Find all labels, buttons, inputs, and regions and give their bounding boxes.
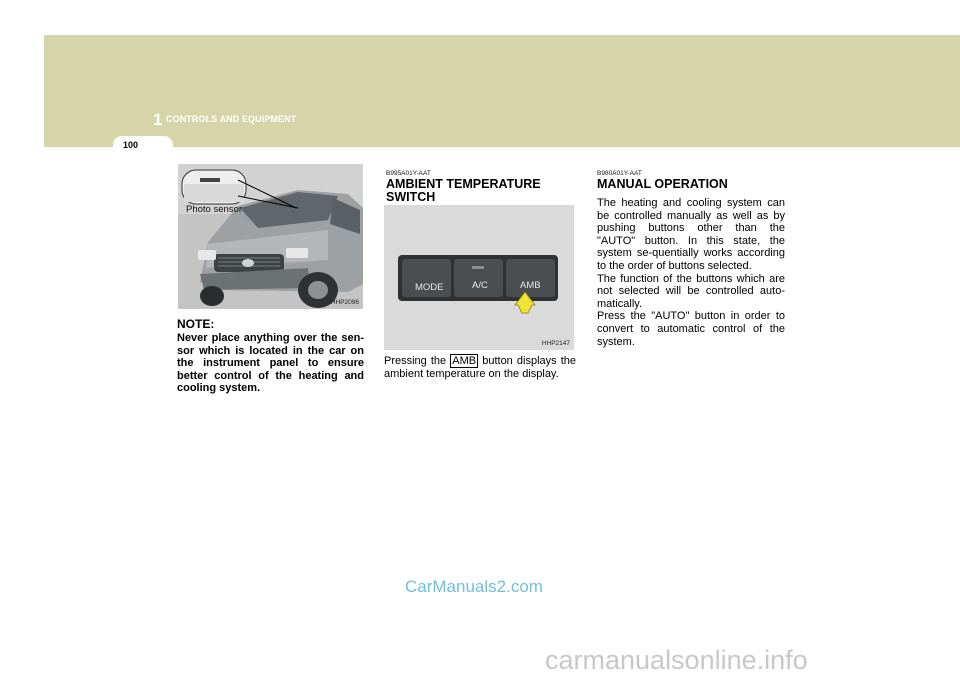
figure-suv-photo-sensor xyxy=(178,164,363,309)
button-panel-illustration xyxy=(384,205,574,350)
figure-climate-buttons xyxy=(384,205,574,350)
section-heading: AMBIENT TEMPERATURE SWITCH xyxy=(386,177,541,204)
amb-button-reference: AMB xyxy=(452,355,477,367)
note-heading: NOTE: xyxy=(177,317,215,331)
manual-body-text: The heating and cooling system can be controlled manually as well as by pushing buttons other than the "AUTO" button. In this state, the system se-quentially works according to the order of buttons selected. The function of the buttons which are not selected will be controlled auto-matically. Press the "AUTO" button in order to convert to automatic control of the system. xyxy=(597,197,785,348)
watermark-carmanualsonline: carmanualsonline.info xyxy=(545,645,808,675)
watermark-carmanuals2: CarManuals2.com xyxy=(405,577,543,596)
photo-sensor-callout-label: Photo sensor xyxy=(186,204,242,215)
mode-button-label: MODE xyxy=(415,282,444,293)
page-number: 100 xyxy=(123,140,139,150)
section-code: B980A01Y-AAT xyxy=(597,170,642,177)
suv-illustration xyxy=(178,164,363,309)
amb-button-label: AMB xyxy=(520,280,541,291)
ambient-body-text: Pressing the AMB button displays the ambient temperature on the display. xyxy=(384,355,577,380)
section-heading: MANUAL OPERATION xyxy=(597,177,728,191)
header-band xyxy=(44,35,960,147)
figure-code: HHP2096 xyxy=(330,299,359,306)
section-code: B995A01Y-AAT xyxy=(386,170,431,177)
page-number-tab xyxy=(113,136,173,154)
chapter-number: 1 xyxy=(153,110,163,129)
figure-code: HHP2147 xyxy=(541,340,570,347)
chapter-title: CONTROLS AND EQUIPMENT xyxy=(166,114,297,124)
ac-button-label: A/C xyxy=(472,280,488,291)
note-body: Never place anything over the sen-sor which is located in the car on the instrument panel to ensure better control of the heating and cooling system. xyxy=(177,332,364,395)
